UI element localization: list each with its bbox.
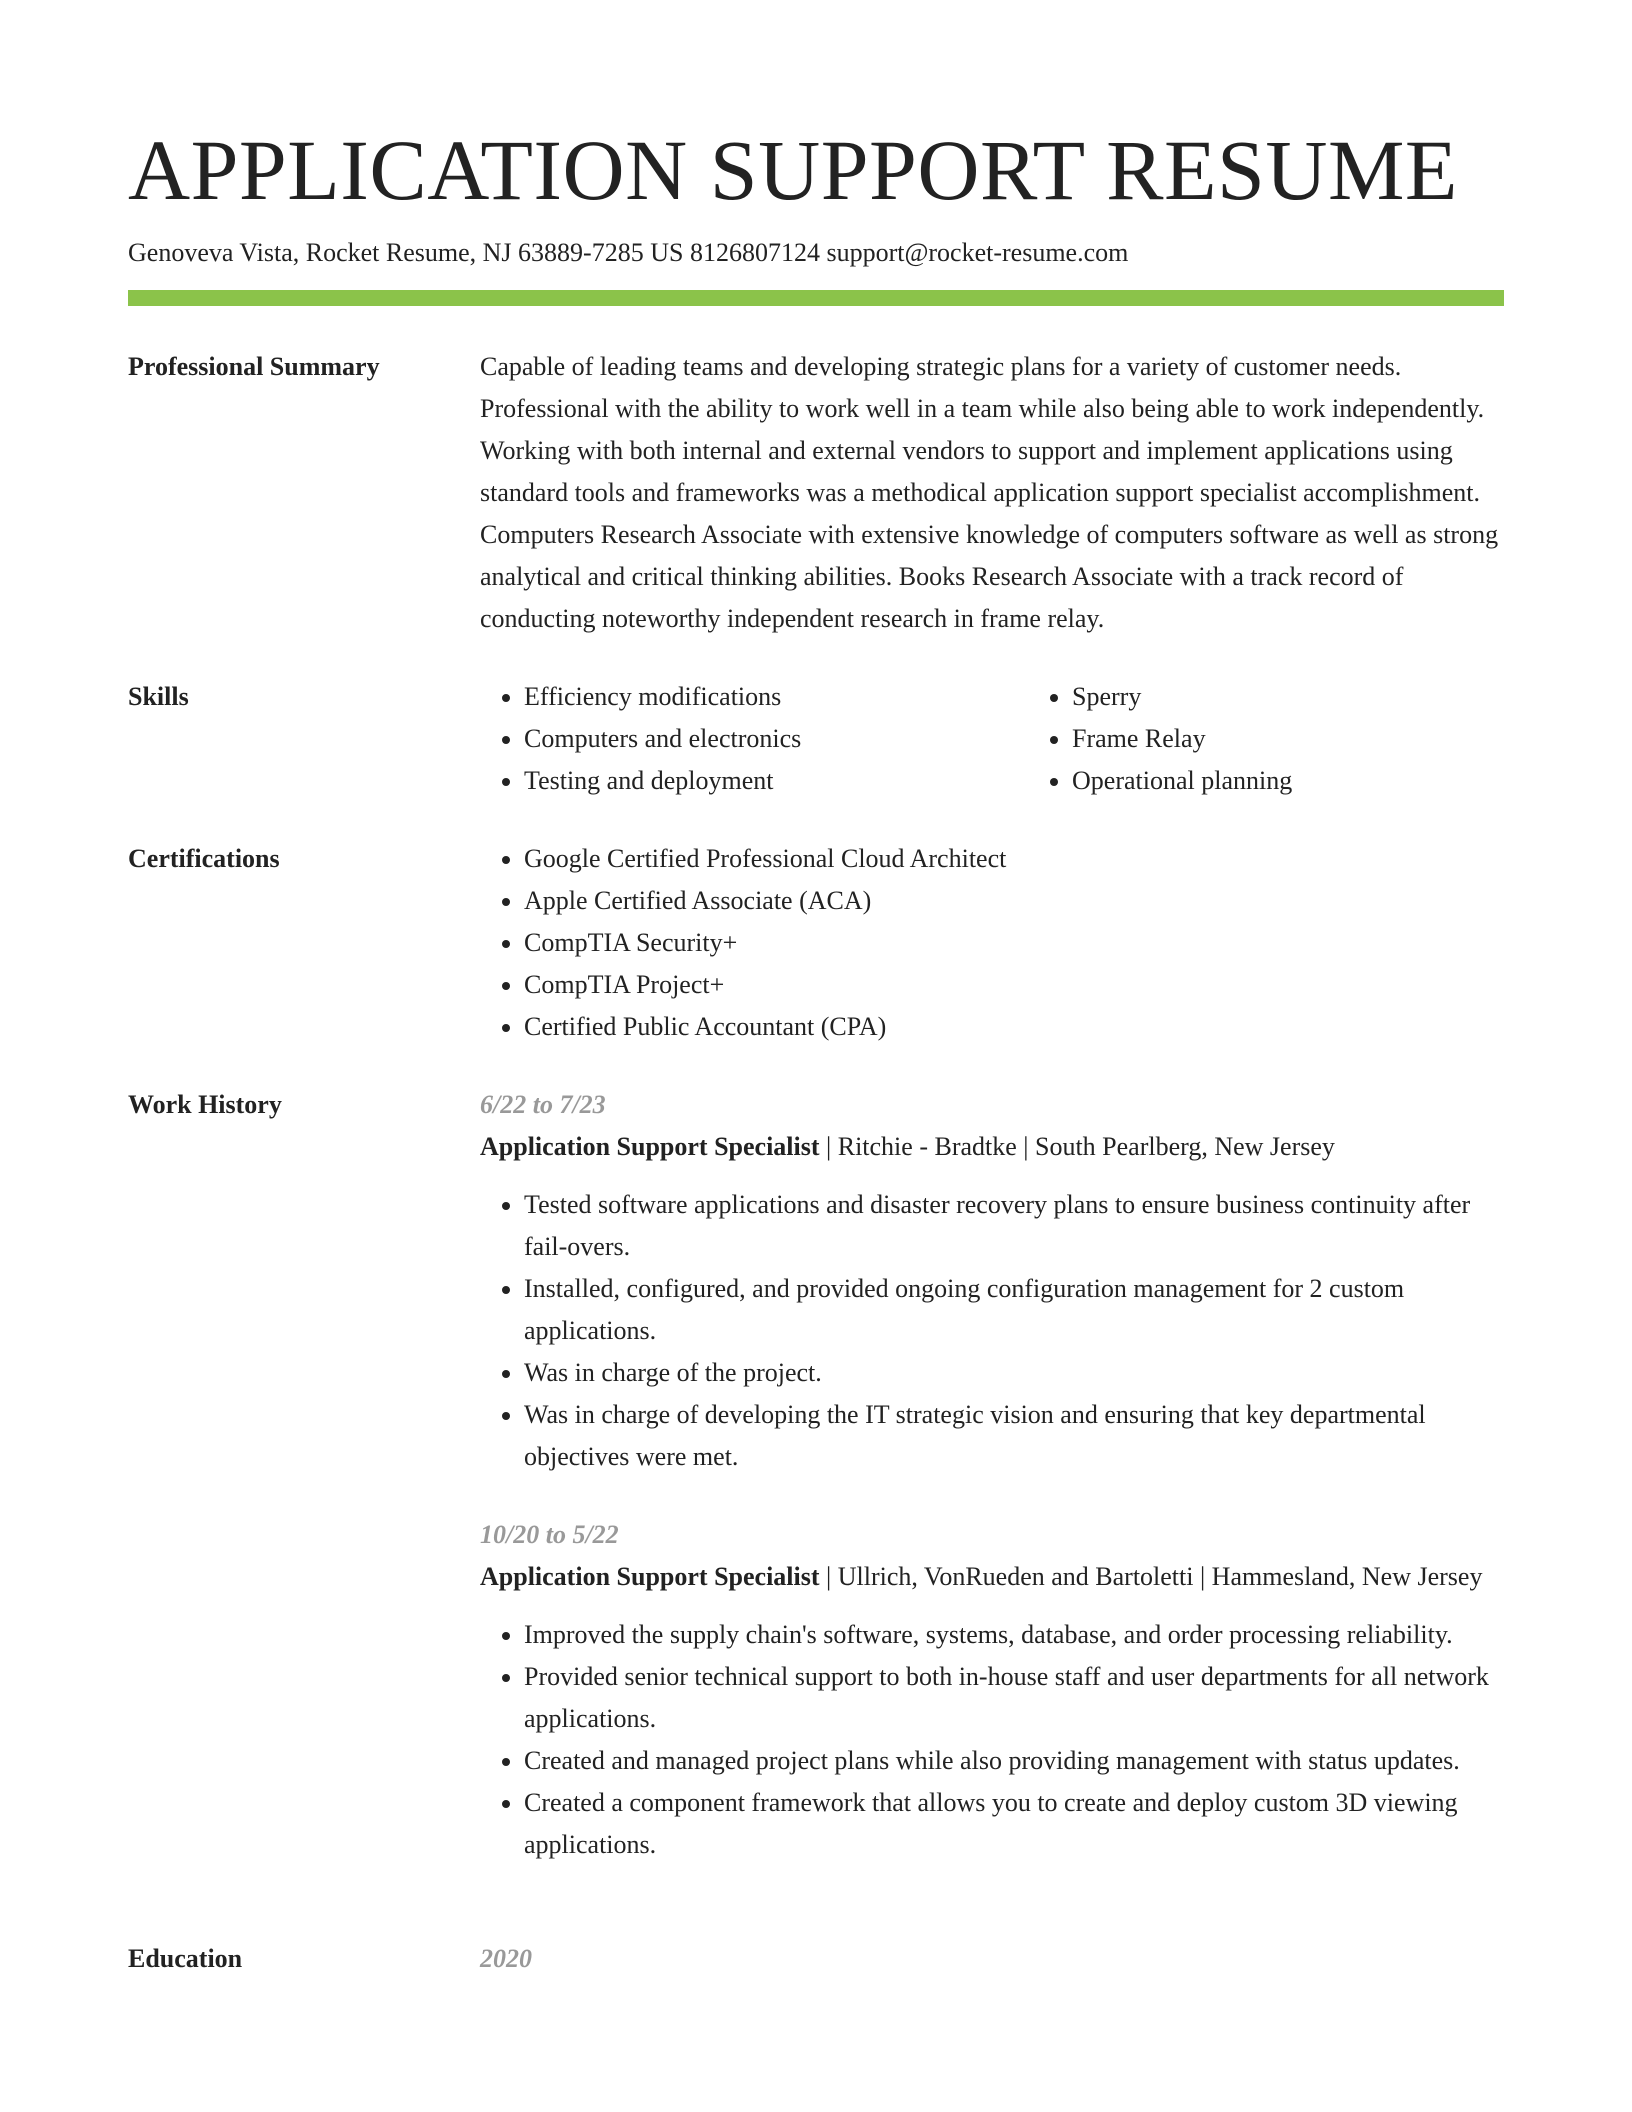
certification-item: • CompTIA Security+: [524, 922, 1504, 964]
section-skills: [128, 676, 1504, 802]
accent-divider: [128, 290, 1504, 306]
skill-item: • Operational planning: [1072, 760, 1576, 802]
job-entry: [480, 1514, 1504, 1866]
job-dates: 6/22 to 7/23: [480, 1090, 606, 1119]
certification-item: • Certified Public Accountant (CPA): [524, 1006, 1504, 1048]
section-summary: [128, 346, 1504, 640]
job-bullet: • Was in charge of developing the IT strategic vision and ensuring that key departmental objectives were met.: [524, 1394, 1504, 1478]
job-heading: [480, 1126, 1504, 1168]
job-details: | Ritchie - Bradtke | South Pearlberg, New Jersey: [819, 1132, 1335, 1161]
job-title: Application Support Specialist: [480, 1132, 820, 1161]
certification-item: • CompTIA Project+: [524, 964, 1504, 1006]
education-year: 2020: [480, 1944, 532, 1973]
job-heading: [480, 1556, 1504, 1598]
certifications-list: [480, 838, 1504, 1048]
resume-title: APPLICATION SUPPORT RESUME: [128, 122, 1458, 218]
section-body-education: [480, 1938, 1504, 1980]
section-work-history: [128, 1084, 1504, 1902]
section-body-certifications: [480, 838, 1504, 1048]
job-bullets: [480, 1184, 1504, 1478]
section-label-summary: Professional Summary: [128, 352, 380, 381]
job-bullet: • Installed, configured, and provided ongoing configuration management for 2 custom applications.: [524, 1268, 1504, 1352]
job-bullet: • Provided senior technical support to both in-house staff and user departments for all network applications.: [524, 1656, 1504, 1740]
section-education: [128, 1938, 1504, 1980]
section-label-education: Education: [128, 1944, 243, 1973]
job-title: Application Support Specialist: [480, 1562, 820, 1591]
job-bullet: • Created a component framework that allows you to create and deploy custom 3D viewing applications.: [524, 1782, 1504, 1866]
job-bullet: • Improved the supply chain's software, systems, database, and order processing reliability.: [524, 1614, 1504, 1656]
job-details: | Ullrich, VonRueden and Bartoletti | Hammesland, New Jersey: [819, 1562, 1483, 1591]
contact-line: Genoveva Vista, Rocket Resume, NJ 63889-7285 US 8126807124 support@rocket-resume.com: [128, 238, 1129, 267]
skills-columns: [480, 676, 1576, 802]
skill-item: • Sperry: [1072, 676, 1576, 718]
section-body-summary: [480, 346, 1504, 640]
job-bullet: • Was in charge of the project.: [524, 1352, 1504, 1394]
section-certifications: [128, 838, 1504, 1048]
skill-item: • Efficiency modifications: [524, 676, 1028, 718]
section-label-work-history: Work History: [128, 1090, 282, 1119]
section-label-certifications: Certifications: [128, 844, 280, 873]
certification-item: • Apple Certified Associate (ACA): [524, 880, 1504, 922]
job-entry: [480, 1084, 1504, 1478]
job-dates: 10/20 to 5/22: [480, 1520, 619, 1549]
job-bullet: • Tested software applications and disaster recovery plans to ensure business continuity after fail-overs.: [524, 1184, 1504, 1268]
skill-item: • Frame Relay: [1072, 718, 1576, 760]
skill-item: • Computers and electronics: [524, 718, 1028, 760]
section-label-skills: Skills: [128, 682, 189, 711]
skill-item: • Testing and deployment: [524, 760, 1028, 802]
job-bullet: • Created and managed project plans while also providing management with status updates.: [524, 1740, 1504, 1782]
skills-list-left: [480, 676, 1028, 802]
skills-list-right: [1028, 676, 1576, 802]
section-body-work-history: [480, 1084, 1504, 1902]
job-bullets: [480, 1614, 1504, 1866]
summary-text: Capable of leading teams and developing strategic plans for a variety of customer needs. Professional with the ability to work well in a team while also being able to work independently. Working with both internal and external vendors to support and implement applications using standard tools and frameworks was a methodical application support specialist accomplishment. Computers Research Associate with extensive knowledge of computers software as well as strong analytical and critical thinking abilities. Books Research Associate with a track record of conducting noteworthy independent research in frame relay.: [480, 352, 1499, 633]
certification-item: • Google Certified Professional Cloud Architect: [524, 838, 1504, 880]
